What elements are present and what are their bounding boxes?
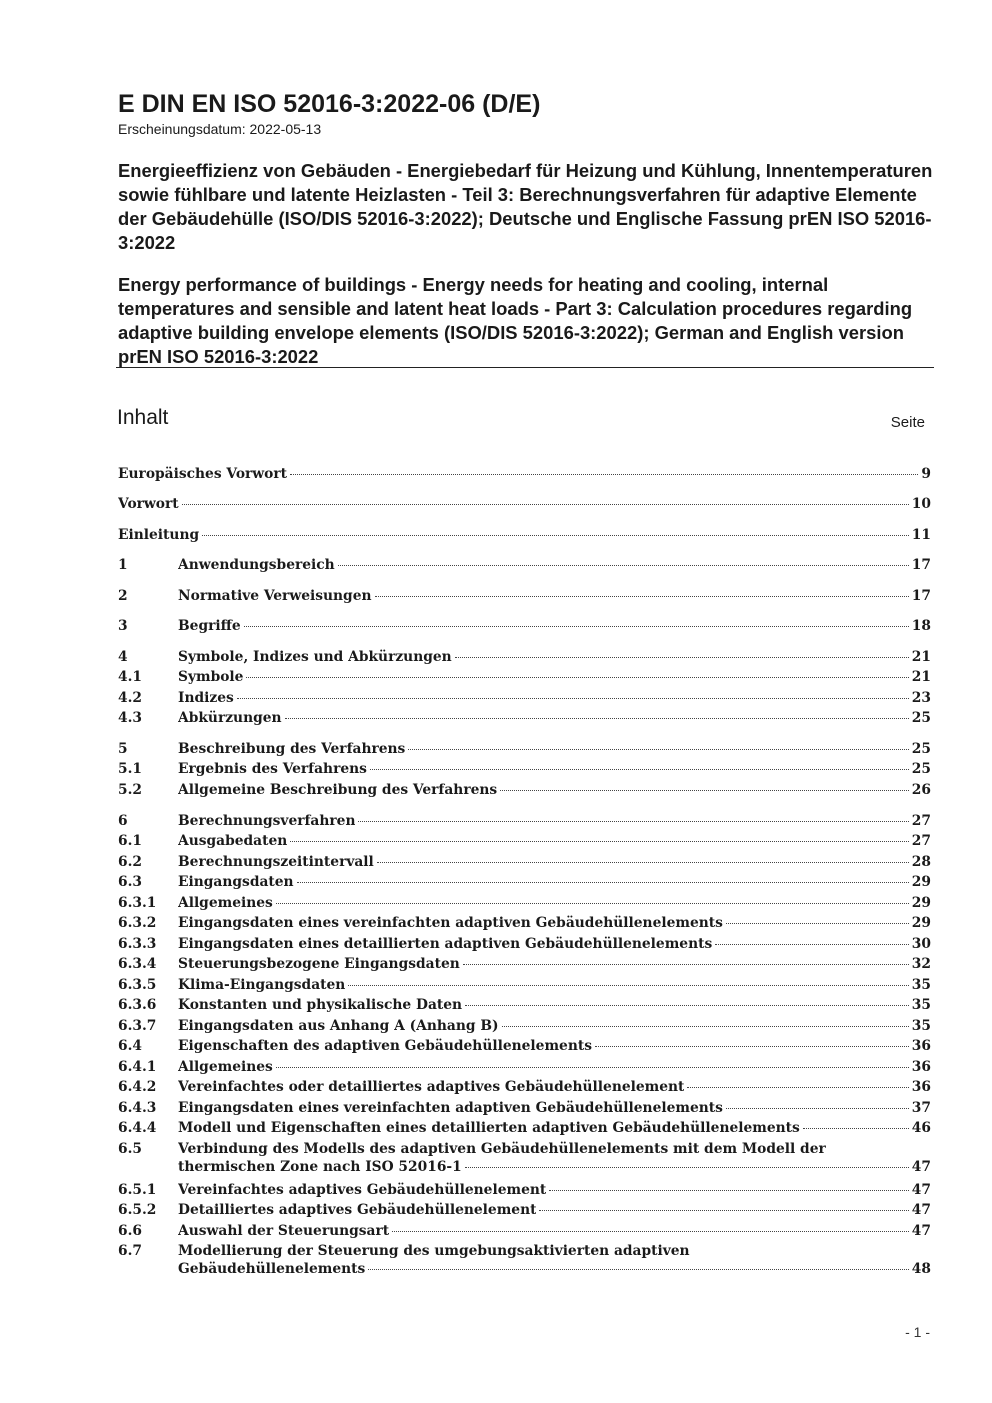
toc-entry-number: 6.4.3 <box>118 1100 157 1116</box>
toc-entry-title: Detailliertes adaptives Gebäudehüllenelement <box>178 1202 537 1218</box>
toc-dot-leader <box>297 882 909 883</box>
toc-entry[interactable] <box>118 853 931 871</box>
toc-entry-page: 26 <box>911 782 931 798</box>
toc-entry-title: Konstanten und physikalische Daten <box>178 997 463 1013</box>
toc-entry[interactable] <box>118 832 931 850</box>
toc-entry[interactable] <box>118 495 931 513</box>
toc-dot-leader <box>358 821 908 822</box>
toc-dot-leader <box>408 749 908 750</box>
toc-dot-leader <box>370 769 909 770</box>
toc-entry-number: 4.3 <box>118 710 143 726</box>
toc-entry[interactable] <box>118 1017 931 1035</box>
toc-dot-leader <box>368 1269 908 1270</box>
toc-entry-title: Vereinfachtes adaptives Gebäudehüllenelement <box>178 1182 547 1198</box>
toc-entry-page: 21 <box>911 649 931 665</box>
toc-entry-title: Vereinfachtes oder detailliertes adaptives Gebäudehüllenelement <box>178 1079 685 1095</box>
toc-entry-number: 1 <box>118 557 128 573</box>
toc-entry-title: Modell und Eigenschaften eines detaillierten adaptiven Gebäudehüllenelements <box>178 1120 800 1136</box>
toc-dot-leader <box>375 596 909 597</box>
toc-entry-title: Eingangsdaten eines vereinfachten adaptiven Gebäudehüllenelements <box>178 915 723 931</box>
toc-entry-title: Normative Verweisungen <box>178 588 372 604</box>
toc-entry-page: 9 <box>921 466 931 482</box>
toc-dot-leader <box>502 1026 909 1027</box>
toc-entry-page: 29 <box>911 874 931 890</box>
toc-dot-leader <box>595 1046 909 1047</box>
toc-entry-title: Ausgabedaten <box>178 833 288 849</box>
toc-entry[interactable] <box>118 1058 931 1076</box>
toc-dot-leader <box>182 504 909 505</box>
toc-entry[interactable] <box>118 1037 931 1055</box>
toc-entry[interactable] <box>118 587 931 605</box>
contents-heading: Inhalt <box>117 406 169 429</box>
toc-entry-page: 30 <box>911 936 931 952</box>
toc-entry-number: 6.5.2 <box>118 1202 157 1218</box>
publication-date: Erscheinungsdatum: 2022-05-13 <box>118 121 322 137</box>
toc-entry-title: Eingangsdaten aus Anhang A (Anhang B) <box>178 1018 499 1034</box>
toc-entry-title: Vorwort <box>118 496 179 512</box>
toc-entry-number: 6 <box>118 813 128 829</box>
toc-entry-title: Klima-Eingangsdaten <box>178 977 346 993</box>
toc-entry-title: Steuerungsbezogene Eingangsdaten <box>178 956 460 972</box>
toc-entry-page: 27 <box>911 813 931 829</box>
toc-dot-leader <box>202 535 909 536</box>
toc-dot-leader <box>465 1167 909 1168</box>
toc-dot-leader <box>276 903 909 904</box>
toc-entry-page: 47 <box>911 1159 931 1175</box>
toc-entry-number: 6.3.1 <box>118 895 157 911</box>
toc-dot-leader <box>348 985 908 986</box>
title-german: Energieeffizienz von Gebäuden - Energiebedarf für Heizung und Kühlung, Innentemperaturen sowie fühlbare und latente Heizlasten - Teil 3: Berechnungsverfahren für adaptive Elemente der Gebäudehülle (ISO/DIS 52016-3:2022); Deutsche und Englische Fassung prEN ISO 52016-3:2022 <box>118 160 933 253</box>
toc-entry-page: 10 <box>911 496 931 512</box>
toc-dot-leader <box>392 1231 909 1232</box>
toc-entry-number: 6.7 <box>118 1243 143 1259</box>
toc-entry[interactable] <box>118 1119 931 1137</box>
toc-entry[interactable] <box>118 976 931 994</box>
toc-entry-title: Eingangsdaten eines vereinfachten adaptiven Gebäudehüllenelements <box>178 1100 723 1116</box>
toc-entry-title: Allgemeine Beschreibung des Verfahrens <box>178 782 498 798</box>
toc-dot-leader <box>726 1108 909 1109</box>
toc-dot-leader <box>465 1005 909 1006</box>
toc-entry-title: Eingangsdaten eines detaillierten adaptiven Gebäudehüllenelements <box>178 936 713 952</box>
page-column-label: Seite <box>890 414 925 431</box>
toc-entry[interactable] <box>118 1201 931 1219</box>
toc-dot-leader <box>290 841 909 842</box>
toc-dot-leader <box>549 1190 909 1191</box>
toc-entry[interactable] <box>118 894 931 912</box>
toc-entry[interactable] <box>118 760 931 778</box>
toc-entry-title: Abkürzungen <box>178 710 282 726</box>
toc-entry-title: Berechnungsverfahren <box>178 813 356 829</box>
toc-dot-leader <box>500 790 909 791</box>
document-title: E DIN EN ISO 52016-3:2022-06 (D/E) <box>118 90 541 118</box>
toc-entry-number: 5.1 <box>118 761 143 777</box>
toc-entry-number: 6.1 <box>118 833 143 849</box>
toc-entry-title: Indizes <box>178 690 234 706</box>
toc-entry[interactable] <box>118 709 931 727</box>
toc-entry-number: 6.4.2 <box>118 1079 157 1095</box>
toc-entry-number: 6.6 <box>118 1223 143 1239</box>
toc-entry-number: 6.3.3 <box>118 936 157 952</box>
toc-entry[interactable] <box>118 955 931 973</box>
toc-entry-page: 35 <box>911 977 931 993</box>
toc-dot-leader <box>726 923 909 924</box>
toc-dot-leader <box>539 1210 908 1211</box>
toc-entry-title-continued: thermischen Zone nach ISO 52016-1 <box>178 1159 462 1175</box>
toc-entry-page: 29 <box>911 895 931 911</box>
toc-entry-number: 4.2 <box>118 690 143 706</box>
toc-dot-leader <box>338 565 909 566</box>
toc-entry-number: 6.2 <box>118 854 143 870</box>
toc-dot-leader <box>237 698 909 699</box>
toc-entry[interactable] <box>118 689 931 707</box>
toc-dot-leader <box>687 1087 908 1088</box>
toc-entry-page: 46 <box>911 1120 931 1136</box>
toc-entry-page: 27 <box>911 833 931 849</box>
toc-entry[interactable] <box>118 996 931 1014</box>
toc-entry[interactable] <box>118 740 931 758</box>
toc-entry-page: 37 <box>911 1100 931 1116</box>
toc-entry-number: 4.1 <box>118 669 143 685</box>
toc-entry[interactable] <box>118 1078 931 1096</box>
toc-entry-page: 11 <box>911 527 931 543</box>
toc-entry-title-continued: Gebäudehüllenelements <box>178 1261 366 1277</box>
toc-dot-leader <box>276 1067 909 1068</box>
toc-entry-number: 6.3.6 <box>118 997 157 1013</box>
toc-entry-number: 6.3 <box>118 874 143 890</box>
toc-entry[interactable] <box>118 668 931 686</box>
toc-entry-title: Berechnungszeitintervall <box>178 854 374 870</box>
toc-entry-title: Symbole, Indizes und Abkürzungen <box>178 649 452 665</box>
toc-entry[interactable] <box>118 556 931 574</box>
toc-entry-page: 32 <box>911 956 931 972</box>
toc-dot-leader <box>246 677 908 678</box>
toc-entry-page: 23 <box>911 690 931 706</box>
toc-dot-leader <box>377 862 909 863</box>
toc-entry-title: Eingangsdaten <box>178 874 294 890</box>
toc-entry-page: 48 <box>911 1261 931 1277</box>
toc-entry-title: Modellierung der Steuerung des umgebungsaktivierten adaptiven <box>178 1243 690 1259</box>
toc-entry-title: Allgemeines <box>178 1059 273 1075</box>
toc-entry-number: 6.3.5 <box>118 977 157 993</box>
footer-page-number: - 1 - <box>905 1324 930 1340</box>
toc-entry-page: 25 <box>911 741 931 757</box>
toc-entry-title: Begriffe <box>178 618 241 634</box>
toc-entry[interactable] <box>118 1181 931 1199</box>
toc-entry-page: 47 <box>911 1202 931 1218</box>
toc-entry-page: 36 <box>911 1079 931 1095</box>
toc-dot-leader <box>803 1128 909 1129</box>
toc-dot-leader <box>463 964 909 965</box>
toc-entry-page: 21 <box>911 669 931 685</box>
toc-entry[interactable] <box>118 648 931 666</box>
toc-entry-page: 29 <box>911 915 931 931</box>
toc-entry[interactable] <box>118 873 931 891</box>
toc-entry[interactable] <box>118 1242 931 1278</box>
toc-entry[interactable] <box>118 914 931 932</box>
toc-entry-title: Eigenschaften des adaptiven Gebäudehüllenelements <box>178 1038 592 1054</box>
toc-entry-number: 5 <box>118 741 128 757</box>
toc-entry[interactable] <box>118 526 931 544</box>
toc-entry[interactable] <box>118 1140 931 1176</box>
toc-entry[interactable] <box>118 781 931 799</box>
toc-dot-leader <box>715 944 909 945</box>
toc-entry-page: 25 <box>911 710 931 726</box>
toc-entry-title: Verbindung des Modells des adaptiven Gebäudehüllenelements mit dem Modell der <box>178 1141 826 1157</box>
toc-dot-leader <box>455 657 909 658</box>
toc-entry-number: 6.3.4 <box>118 956 157 972</box>
toc-dot-leader <box>290 474 918 475</box>
toc-entry-title: Ergebnis des Verfahrens <box>178 761 367 777</box>
toc-entry-number: 6.4.4 <box>118 1120 157 1136</box>
toc-entry-number: 6.4.1 <box>118 1059 157 1075</box>
toc-entry-number: 6.5.1 <box>118 1182 157 1198</box>
toc-entry-title: Symbole <box>178 669 244 685</box>
toc-entry-number: 4 <box>118 649 128 665</box>
toc-entry-page: 25 <box>911 761 931 777</box>
toc-entry-title: Anwendungsbereich <box>178 557 335 573</box>
toc-entry[interactable] <box>118 1222 931 1240</box>
toc-entry[interactable] <box>118 812 931 830</box>
toc-entry-title: Einleitung <box>118 527 200 543</box>
toc-entry-title: Allgemeines <box>178 895 273 911</box>
toc-entry-page: 47 <box>911 1223 931 1239</box>
toc-entry-page: 28 <box>911 854 931 870</box>
toc-entry-page: 17 <box>911 588 931 604</box>
toc-entry[interactable] <box>118 617 931 635</box>
toc-entry-title: Europäisches Vorwort <box>118 466 288 482</box>
toc-entry-page: 18 <box>911 618 931 634</box>
toc-entry-number: 3 <box>118 618 128 634</box>
toc-dot-leader <box>244 626 909 627</box>
toc-entry-number: 6.5 <box>118 1141 143 1157</box>
toc-entry-title: Beschreibung des Verfahrens <box>178 741 406 757</box>
toc-entry-title: Auswahl der Steuerungsart <box>178 1223 390 1239</box>
toc-entry-number: 6.4 <box>118 1038 143 1054</box>
toc-entry-page: 36 <box>911 1038 931 1054</box>
toc-entry[interactable] <box>118 1099 931 1117</box>
toc-entry-page: 35 <box>911 1018 931 1034</box>
toc-entry-number: 6.3.7 <box>118 1018 157 1034</box>
toc-entry-number: 5.2 <box>118 782 143 798</box>
toc-entry-number: 6.3.2 <box>118 915 157 931</box>
toc-entry-page: 35 <box>911 997 931 1013</box>
toc-entry-page: 47 <box>911 1182 931 1198</box>
toc-entry-page: 17 <box>911 557 931 573</box>
toc-entry-page: 36 <box>911 1059 931 1075</box>
title-english: Energy performance of buildings - Energy needs for heating and cooling, internal temperatures and sensible and latent heat loads - Part 3: Calculation procedures regarding adaptive building envelope elements (ISO/DIS 52016-3:2022); German and English version prEN ISO 52016-3:2022 <box>118 274 913 367</box>
toc-entry[interactable] <box>118 465 931 483</box>
toc-dot-leader <box>285 718 909 719</box>
toc-entry[interactable] <box>118 935 931 953</box>
toc-entry-number: 2 <box>118 588 128 604</box>
